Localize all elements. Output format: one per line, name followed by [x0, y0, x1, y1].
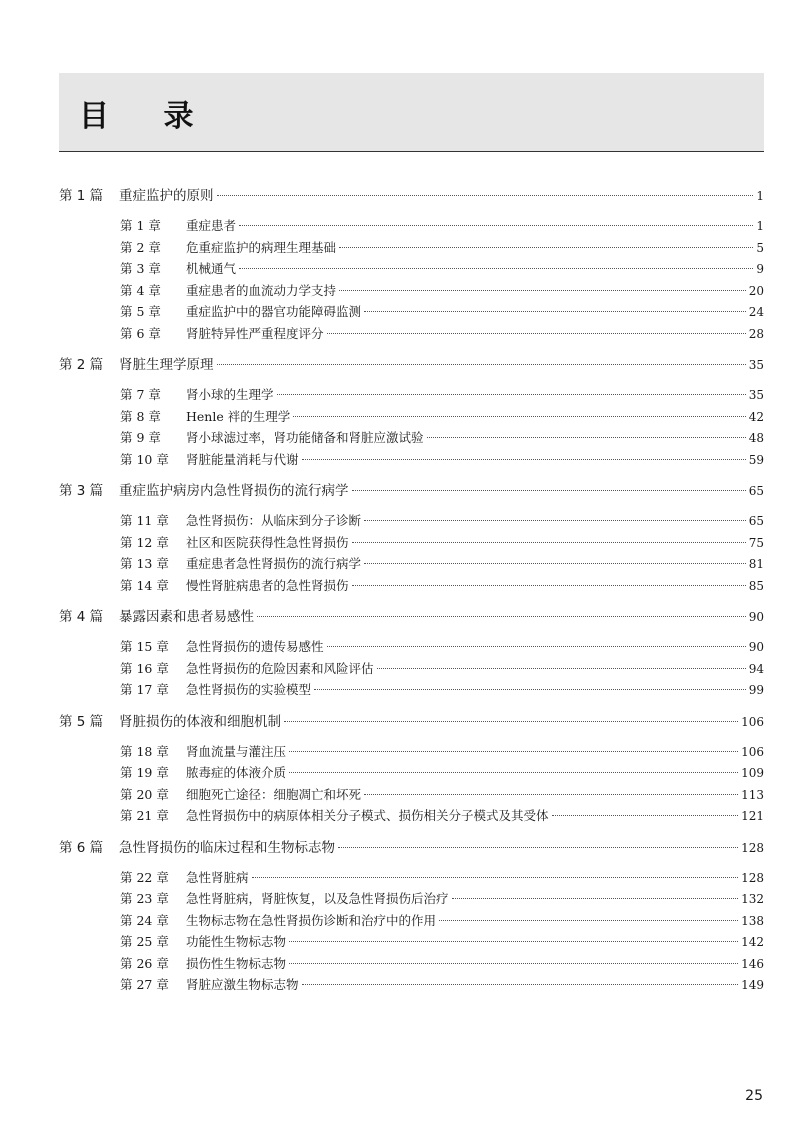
toc-chapter-title: 肾脏能量消耗与代谢 [186, 451, 299, 467]
dot-leader [239, 268, 753, 269]
toc-chapter-title: 急性肾脏病 [186, 869, 249, 885]
toc-chapter-number: 第 27 章 [120, 977, 169, 992]
dot-leader [239, 225, 753, 226]
toc-chapter-page: 42 [748, 409, 764, 424]
dot-leader [439, 920, 738, 921]
toc-chapter-page: 24 [748, 305, 764, 319]
toc-chapter[interactable] [59, 680, 764, 702]
toc-chapter-number: 第 4 章 [120, 282, 161, 298]
toc-chapter-title: 肾血流量与灌注压 [186, 743, 287, 759]
toc-chapter[interactable] [59, 259, 764, 281]
toc-chapter-number: 第 17 章 [120, 682, 169, 697]
toc-chapter[interactable] [59, 911, 764, 933]
toc-chapter-page: 85 [748, 578, 764, 593]
toc-chapter-title: 生物标志物在急性肾损伤诊断和治疗中的作用 [186, 912, 437, 928]
table-of-contents [59, 184, 764, 997]
toc-part-title: 肾脏生理学原理 [119, 357, 214, 373]
dot-leader [364, 311, 746, 312]
toc-chapter-number: 第 7 章 [120, 387, 161, 402]
toc-part[interactable] [59, 479, 764, 501]
toc-chapter-page: 106 [741, 744, 764, 759]
toc-chapter-title: 急性肾损伤的实验模型 [186, 682, 312, 697]
toc-chapter-number: 第 22 章 [120, 869, 169, 885]
toc-chapter-page: 5 [756, 240, 764, 255]
toc-part[interactable] [59, 184, 764, 206]
dot-leader [364, 794, 738, 795]
toc-part-page: 35 [748, 358, 764, 372]
dot-leader [552, 815, 739, 816]
toc-chapter[interactable] [59, 889, 764, 911]
dot-leader [314, 689, 746, 690]
toc-chapter[interactable] [59, 428, 764, 450]
dot-leader [338, 847, 738, 848]
toc-chapter-title: 急性肾脏病，肾脏恢复，以及急性肾损伤后治疗 [186, 891, 449, 906]
toc-chapter-title: 急性肾损伤的危险因素和风险评估 [186, 660, 374, 676]
toc-chapter[interactable] [59, 324, 764, 346]
dot-leader [377, 668, 746, 669]
toc-chapter[interactable] [59, 281, 764, 303]
toc-chapter-title: 急性肾损伤中的病原体相关分子模式、损伤相关分子模式及其受体 [186, 808, 549, 823]
toc-part-title: 肾脏损伤的体液和细胞机制 [119, 713, 281, 730]
dot-leader [352, 490, 746, 491]
dot-leader [277, 394, 746, 395]
toc-part[interactable] [59, 605, 764, 627]
dot-leader [289, 772, 738, 773]
toc-chapter[interactable] [59, 407, 764, 429]
toc-part-title: 暴露因素和患者易感性 [119, 609, 254, 625]
toc-chapter-number: 第 20 章 [120, 786, 169, 802]
toc-chapter-title: 肾脏特异性严重程度评分 [186, 325, 324, 341]
toc-chapter-number: 第 19 章 [120, 765, 169, 780]
toc-chapter-page: 99 [748, 683, 764, 697]
toc-part-page: 1 [756, 189, 764, 203]
toc-part-page: 128 [741, 840, 764, 855]
toc-chapter-page: 35 [748, 388, 764, 402]
dot-leader [352, 542, 746, 543]
toc-chapter-page: 138 [741, 913, 764, 928]
toc-chapter-number: 第 3 章 [120, 261, 161, 276]
toc-chapter-number: 第 12 章 [120, 534, 169, 550]
toc-chapter-page: 94 [748, 661, 764, 676]
dot-leader [364, 520, 746, 521]
page-title: 目 录 [79, 99, 216, 134]
toc-chapter[interactable] [59, 238, 764, 260]
toc-chapter-number: 第 10 章 [120, 451, 169, 467]
toc-chapter-title: 慢性肾脏病患者的急性肾损伤 [186, 577, 349, 593]
toc-chapter-page: 20 [748, 283, 764, 298]
toc-chapter[interactable] [59, 975, 764, 997]
dot-leader [217, 364, 746, 365]
toc-part-number: 第 3 篇 [59, 483, 104, 499]
toc-part[interactable] [59, 353, 764, 375]
toc-part-title: 重症监护病房内急性肾损伤的流行病学 [119, 483, 349, 499]
toc-chapter-title: 社区和医院获得性急性肾损伤 [186, 534, 349, 550]
dot-leader [302, 984, 739, 985]
dot-leader [289, 963, 738, 964]
dot-leader [252, 877, 739, 878]
dot-leader [257, 616, 746, 617]
toc-chapter-title: 功能性生物标志物 [186, 934, 287, 949]
toc-chapter-page: 9 [756, 262, 764, 276]
toc-part-page: 90 [748, 610, 764, 624]
toc-chapter-page: 65 [748, 514, 764, 528]
toc-chapter-title: 急性肾损伤的遗传易感性 [186, 639, 324, 654]
toc-chapter-title: 重症患者 [186, 218, 237, 233]
toc-chapter-page: 113 [741, 787, 764, 802]
toc-chapter-page: 1 [756, 219, 764, 233]
dot-leader [327, 646, 746, 647]
dot-leader [352, 585, 746, 586]
toc-chapter-page: 81 [748, 557, 764, 571]
toc-chapter-title: 危重症监护的病理生理基础 [186, 239, 337, 255]
toc-chapter-page: 90 [748, 640, 764, 654]
toc-chapter-page: 146 [741, 956, 764, 971]
toc-chapter-page: 48 [748, 431, 764, 445]
toc-chapter-page: 109 [741, 766, 764, 780]
toc-chapter[interactable] [59, 763, 764, 785]
toc-chapter-number: 第 5 章 [120, 304, 161, 319]
toc-chapter-number: 第 8 章 [120, 408, 161, 424]
toc-part-number: 第 6 篇 [59, 839, 104, 856]
toc-part-title: 急性肾损伤的临床过程和生物标志物 [119, 839, 335, 856]
dot-leader [339, 290, 746, 291]
toc-chapter-title: 细胞死亡途径：细胞凋亡和坏死 [186, 786, 362, 802]
toc-part-page: 106 [741, 714, 764, 729]
toc-chapter-title: 脓毒症的体液介质 [186, 765, 287, 780]
toc-chapter-title: 肾小球的生理学 [186, 387, 274, 402]
dot-leader [217, 195, 754, 196]
toc-chapter-number: 第 16 章 [120, 660, 169, 676]
dot-leader [284, 721, 738, 722]
toc-chapter-title: 急性肾损伤：从临床到分子诊断 [186, 513, 362, 528]
toc-part-number: 第 4 篇 [59, 609, 104, 625]
toc-chapter-number: 第 13 章 [120, 556, 169, 571]
toc-chapter[interactable] [59, 511, 764, 533]
toc-chapter[interactable] [59, 385, 764, 407]
toc-part-number: 第 5 篇 [59, 713, 104, 730]
toc-chapter[interactable] [59, 785, 764, 807]
toc-chapter-number: 第 23 章 [120, 891, 169, 906]
toc-chapter[interactable] [59, 868, 764, 890]
toc-chapter-number: 第 14 章 [120, 577, 169, 593]
toc-chapter-number: 第 18 章 [120, 743, 169, 759]
toc-chapter[interactable] [59, 302, 764, 324]
toc-chapter-title: Henle 袢的生理学 [186, 408, 291, 424]
toc-part-number: 第 2 篇 [59, 357, 104, 373]
toc-part[interactable] [59, 710, 764, 732]
dot-leader [302, 459, 746, 460]
dot-leader [289, 751, 738, 752]
toc-chapter-number: 第 15 章 [120, 639, 169, 654]
toc-chapter-number: 第 6 章 [120, 325, 161, 341]
toc-chapter[interactable] [59, 533, 764, 555]
toc-chapter-number: 第 2 章 [120, 239, 161, 255]
toc-chapter[interactable] [59, 659, 764, 681]
toc-chapter-page: 75 [748, 535, 764, 550]
toc-chapter[interactable] [59, 216, 764, 238]
toc-chapter-page: 59 [748, 452, 764, 467]
toc-chapter[interactable] [59, 450, 764, 472]
toc-part-page: 65 [748, 484, 764, 498]
toc-chapter[interactable] [59, 806, 764, 828]
toc-chapter-number: 第 9 章 [120, 430, 161, 445]
toc-chapter[interactable] [59, 637, 764, 659]
dot-leader [364, 563, 746, 564]
toc-chapter-title: 损伤性生物标志物 [186, 955, 287, 971]
toc-chapter-page: 128 [741, 870, 764, 885]
toc-chapter-number: 第 26 章 [120, 955, 169, 971]
toc-chapter-title: 重症患者急性肾损伤的流行病学 [186, 556, 362, 571]
toc-chapter-title: 重症监护中的器官功能障碍监测 [186, 304, 362, 319]
toc-chapter-title: 重症患者的血流动力学支持 [186, 282, 337, 298]
toc-chapter-title: 机械通气 [186, 261, 237, 276]
dot-leader [427, 437, 746, 438]
page-number: 25 [745, 1088, 763, 1104]
toc-chapter-page: 121 [741, 809, 764, 823]
toc-chapter-number: 第 24 章 [120, 912, 169, 928]
toc-chapter-page: 28 [748, 326, 764, 341]
toc-chapter-number: 第 25 章 [120, 934, 169, 949]
toc-part[interactable] [59, 836, 764, 858]
toc-chapter-page: 132 [741, 892, 764, 906]
toc-chapter[interactable] [59, 954, 764, 976]
toc-chapter-number: 第 1 章 [120, 218, 161, 233]
dot-leader [327, 333, 746, 334]
toc-chapter-page: 149 [741, 978, 764, 992]
toc-chapter-title: 肾脏应激生物标志物 [186, 977, 299, 992]
toc-part-number: 第 1 篇 [59, 188, 104, 204]
toc-chapter[interactable] [59, 554, 764, 576]
dot-leader [293, 416, 746, 417]
toc-chapter[interactable] [59, 576, 764, 598]
toc-chapter[interactable] [59, 742, 764, 764]
toc-chapter-page: 142 [741, 935, 764, 949]
toc-chapter[interactable] [59, 932, 764, 954]
toc-chapter-number: 第 21 章 [120, 808, 169, 823]
header-band [59, 73, 764, 152]
dot-leader [289, 941, 738, 942]
toc-chapter-title: 肾小球滤过率，肾功能储备和肾脏应激试验 [186, 430, 424, 445]
dot-leader [339, 247, 753, 248]
dot-leader [452, 898, 739, 899]
toc-part-title: 重症监护的原则 [119, 188, 214, 204]
toc-chapter-number: 第 11 章 [120, 513, 169, 528]
